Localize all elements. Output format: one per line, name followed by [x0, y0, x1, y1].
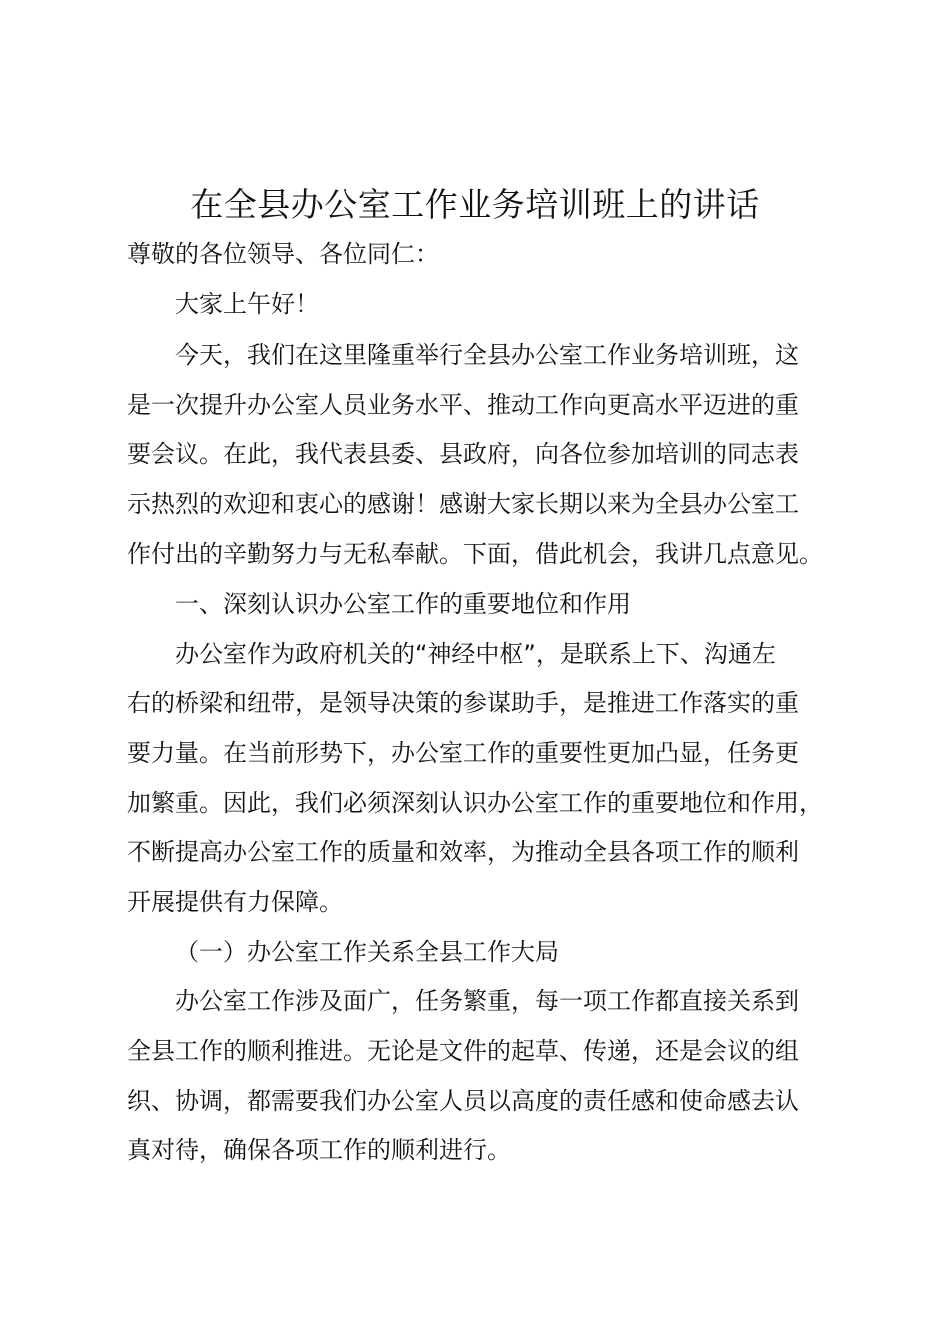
subsection-heading: （一）办公室工作关系全县工作大局	[175, 938, 559, 966]
salutation-line: 尊敬的各位领导、各位同仁：	[127, 240, 439, 268]
body-line: 织、协调，都需要我们办公室人员以高度的责任感和使命感去认	[127, 1087, 799, 1115]
body-line: 右的桥梁和纽带，是领导决策的参谋助手，是推进工作落实的重	[127, 689, 799, 717]
body-line: 是一次提升办公室人员业务水平、推动工作向更高水平迈进的重	[127, 391, 799, 419]
body-line: 作付出的辛勤努力与无私奉献。下面，借此机会，我讲几点意见。	[127, 540, 823, 568]
body-line: 真对待，确保各项工作的顺利进行。	[127, 1136, 511, 1164]
body-line: 今天，我们在这里隆重举行全县办公室工作业务培训班，这	[175, 341, 799, 369]
body-line: 开展提供有力保障。	[127, 888, 343, 916]
body-line: 办公室作为政府机关的“神经中枢”，是联系上下、沟通左	[175, 640, 776, 668]
body-line: 示热烈的欢迎和衷心的感谢！感谢大家长期以来为全县办公室工	[127, 490, 799, 518]
body-line: 全县工作的顺利推进。无论是文件的起草、传递，还是会议的组	[127, 1037, 799, 1065]
body-line: 要会议。在此，我代表县委、县政府，向各位参加培训的同志表	[127, 440, 799, 468]
body-line: 要力量。在当前形势下，办公室工作的重要性更加凸显，任务更	[127, 739, 799, 767]
section-heading: 一、深刻认识办公室工作的重要地位和作用	[175, 590, 631, 618]
document-title: 在全县办公室工作业务培训班上的讲话	[190, 185, 760, 224]
body-line: 加繁重。因此，我们必须深刻认识办公室工作的重要地位和作用，	[127, 789, 823, 817]
body-line: 不断提高办公室工作的质量和效率，为推动全县各项工作的顺利	[127, 838, 799, 866]
body-line: 办公室工作涉及面广，任务繁重，每一项工作都直接关系到	[175, 987, 799, 1015]
greeting-line: 大家上午好！	[175, 290, 319, 318]
